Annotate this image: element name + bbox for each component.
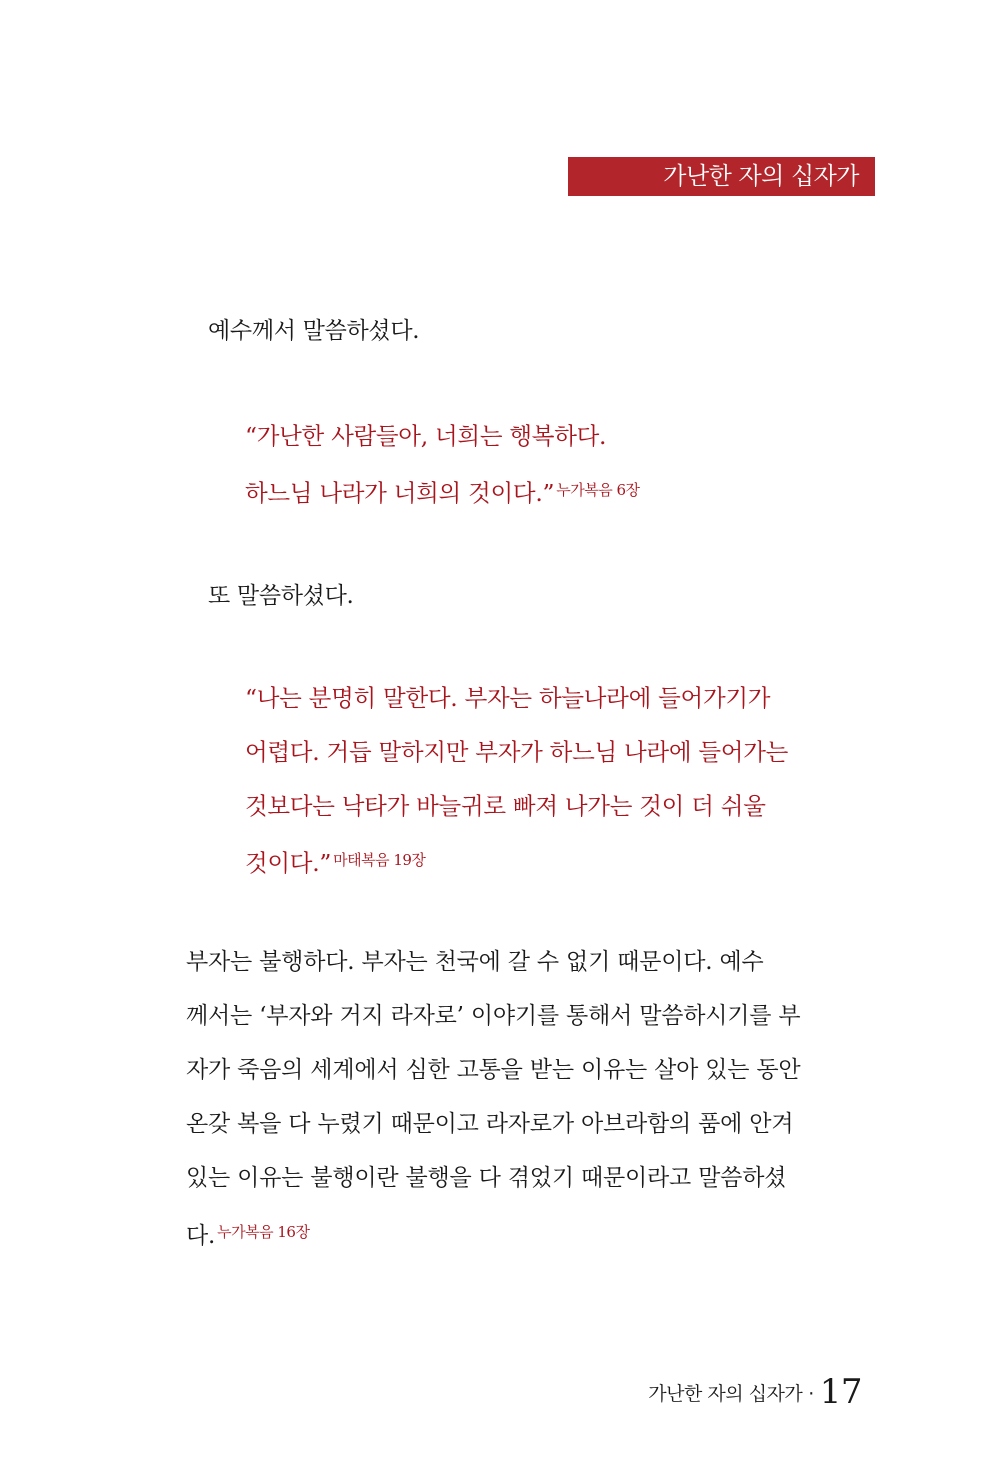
page-number: 17	[819, 1372, 862, 1412]
body-line: 자가 죽음의 세계에서 심한 고통을 받는 이유는 살아 있는 동안	[186, 1057, 801, 1083]
quote-line: 것보다는 낙타가 바늘귀로 빠져 나가는 것이 더 쉬울	[245, 792, 766, 820]
body-line	[186, 1205, 866, 1263]
quote-line: 어렵다. 거듭 말하지만 부자가 하느님 나라에 들어가는	[245, 738, 789, 766]
quote-line-text: 하느님 나라가 너희의 것이다.”	[245, 479, 555, 507]
body-line: 있는 이유는 불행이란 불행을 다 겪었기 때문이라고 말씀하셨	[186, 1165, 787, 1191]
body-citation: 누가복음 16장	[217, 1223, 310, 1241]
bible-quote-1	[245, 409, 845, 520]
body-line: 께서는 ‘부자와 거지 라자로’ 이야기를 통해서 말씀하시기를 부	[186, 1003, 801, 1029]
quote-citation: 마태복음 19장	[333, 851, 426, 869]
body-line: 부자는 불행하다. 부자는 천국에 갈 수 없기 때문이다. 예수	[186, 949, 764, 975]
chapter-title-tab: 가난한 자의 십자가	[568, 157, 875, 196]
body-line-text: 다.	[186, 1223, 216, 1249]
intro-paragraph-1: 예수께서 말씀하셨다.	[208, 318, 420, 344]
quote-citation: 누가복음 6장	[556, 481, 640, 499]
intro-paragraph-2: 또 말씀하셨다.	[208, 583, 354, 609]
body-line: 온갖 복을 다 누렸기 때문이고 라자로가 아브라함의 품에 안겨	[186, 1111, 794, 1137]
page-footer	[648, 1372, 862, 1412]
footer-book-title: 가난한 자의 십자가	[648, 1383, 803, 1405]
quote-line	[245, 833, 845, 890]
quote-line: “나는 분명히 말한다. 부자는 하늘나라에 들어가기가	[245, 684, 771, 712]
quote-line: “가난한 사람들아, 너희는 행복하다.	[245, 422, 607, 450]
footer-separator: ·	[808, 1383, 814, 1405]
body-paragraph	[186, 935, 866, 1263]
quote-line	[245, 463, 845, 520]
quote-line-text: 것이다.”	[245, 849, 332, 877]
bible-quote-2	[245, 671, 845, 890]
